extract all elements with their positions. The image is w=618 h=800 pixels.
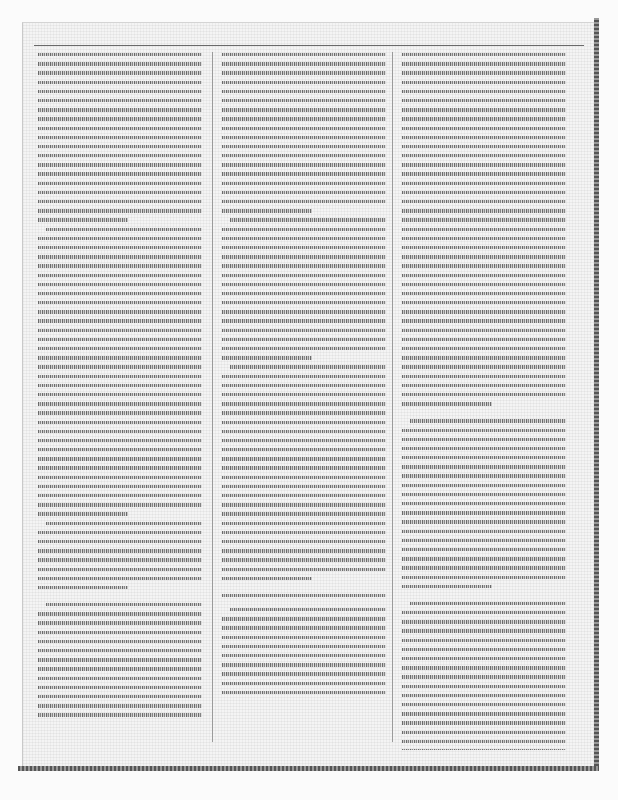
column-divider: [212, 52, 213, 742]
page-edge-right: [594, 18, 599, 770]
page-edge-bottom: [18, 766, 599, 771]
header-rule: [34, 45, 584, 46]
text-column-2: [222, 50, 386, 750]
text-column-1: [38, 50, 202, 750]
running-header: [34, 28, 584, 42]
column-divider: [392, 52, 393, 742]
text-column-3: [402, 50, 566, 750]
